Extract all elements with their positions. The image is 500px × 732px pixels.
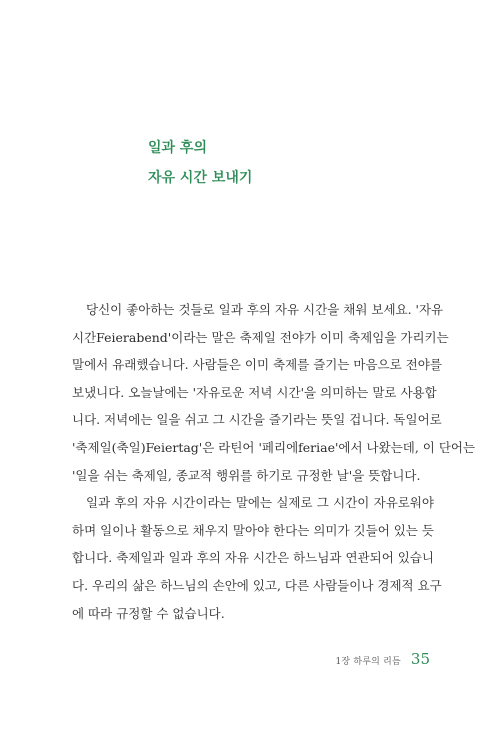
heading-line-2: 자유 시간 보내기 [148,170,253,186]
text-line: 다. 우리의 삶은 하느님의 손안에 있고, 다른 사람들이나 경제적 요구 [72,577,442,593]
paragraph-2 [72,489,442,627]
text-line: 합니다. 축제일과 일과 후의 자유 시간은 하느님과 연관되어 있습니 [72,550,434,566]
text-line: 보냈니다. 오늘날에는 '자유로운 저녁 시간'을 의미하는 말로 사용합 [72,384,437,400]
text-line: 에 따라 규정할 수 없습니다. [72,605,225,621]
page-footer [335,650,430,668]
text-line: '축제일(축일)Feiertag'은 라틴어 '페리에feriae'에서 나왔는데, 이 단어는 [72,439,476,455]
text-line: 니다. 저녁에는 일을 쉬고 그 시간을 즐기라는 뜻일 겁니다. 독일어로 [72,412,442,428]
text-line: 하며 일이나 활동으로 채우지 말아야 한다는 의미가 깃들어 있는 듯 [72,522,434,538]
body-text [72,296,476,627]
running-head: 1장 하루의 리듬 [335,657,401,667]
text-line: 시간Feierabend'이라는 말은 축제일 전야가 이미 축제임을 가리키는 [72,329,449,345]
text-line: '일을 쉬는 축제일, 종교적 행위를 하기로 규정한 날'을 뜻합니다. [72,467,421,483]
heading-line-1: 일과 후의 [148,140,207,156]
chapter-heading [148,133,252,193]
paragraph-1 [72,296,476,489]
page-number: 35 [410,650,430,668]
text-line: 일과 후의 자유 시간이라는 말에는 실제로 그 시간이 자유로워야 [86,495,434,511]
text-line: 당신이 좋아하는 것들로 일과 후의 자유 시간을 채워 보세요. '자유 [86,302,444,317]
text-line: 말에서 유래했습니다. 사람들은 이미 축제를 즐기는 마음으로 전야를 [72,357,442,373]
